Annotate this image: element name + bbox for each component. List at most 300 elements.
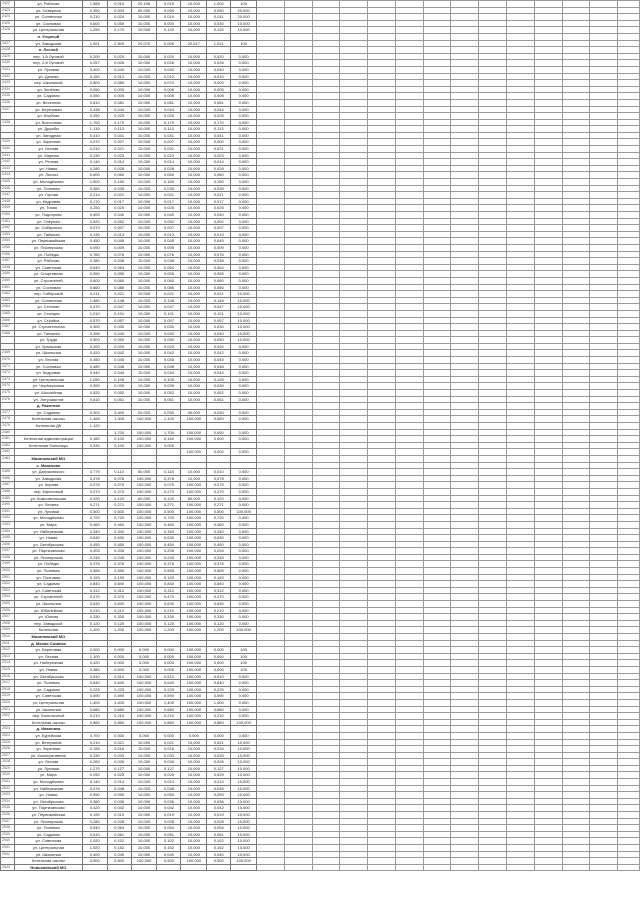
value-cell: 10,000 xyxy=(181,218,207,225)
empty-cell xyxy=(395,132,423,139)
value-cell: 0,211 xyxy=(82,291,107,298)
value-cell: 1,588 xyxy=(82,1,107,8)
empty-cell xyxy=(257,146,285,153)
empty-cell xyxy=(618,594,640,601)
empty-cell xyxy=(340,594,368,601)
empty-cell xyxy=(395,7,423,14)
empty-cell xyxy=(312,297,340,304)
row-name: пер. Сибирский xyxy=(14,291,82,298)
empty-cell xyxy=(479,706,507,713)
empty-cell xyxy=(368,159,396,166)
row-number: 2528 xyxy=(1,759,15,766)
value-cell: 0,048 xyxy=(157,363,181,370)
value-cell: 0,030 xyxy=(157,324,181,331)
value-cell: 10,000 xyxy=(181,66,207,73)
table-row xyxy=(1,845,640,852)
empty-cell xyxy=(479,831,507,838)
row-name: ул. Новая xyxy=(14,165,82,172)
value-cell: 100,000 xyxy=(131,680,157,687)
empty-cell xyxy=(506,620,534,627)
empty-cell xyxy=(395,732,423,739)
table-row xyxy=(1,502,640,509)
empty-cell xyxy=(618,726,640,733)
empty-cell xyxy=(451,317,479,324)
value-cell: 0,000 xyxy=(231,541,257,548)
empty-cell xyxy=(368,541,396,548)
row-number: 2505 xyxy=(1,601,15,608)
row-number: 2458 xyxy=(1,264,15,271)
empty-cell xyxy=(340,535,368,542)
table-row xyxy=(1,357,640,364)
empty-cell xyxy=(506,152,534,159)
value-cell: 10,000 xyxy=(131,258,157,265)
empty-cell xyxy=(479,785,507,792)
empty-cell xyxy=(340,732,368,739)
value-cell: 0,000 xyxy=(231,363,257,370)
empty-cell xyxy=(395,792,423,799)
value-cell: 10,000 xyxy=(131,80,157,87)
empty-cell xyxy=(368,739,396,746)
empty-cell xyxy=(506,73,534,80)
row-number: 2424 xyxy=(1,14,15,21)
empty-cell xyxy=(534,390,562,397)
value-cell: 100,000 xyxy=(131,442,157,449)
row-number: 2462 xyxy=(1,291,15,298)
row-number: 2508 xyxy=(1,620,15,627)
empty-cell xyxy=(562,686,590,693)
empty-cell xyxy=(590,772,618,779)
empty-cell xyxy=(479,693,507,700)
empty-cell xyxy=(368,653,396,660)
empty-cell xyxy=(257,449,285,456)
empty-cell xyxy=(284,297,312,304)
value-cell: 0,225 xyxy=(107,686,131,693)
empty-cell xyxy=(451,680,479,687)
value-cell: 10,000 xyxy=(181,53,207,60)
value-cell: 0,102 xyxy=(107,838,131,845)
empty-cell xyxy=(395,383,423,390)
value-cell: 0,480 xyxy=(82,363,107,370)
empty-cell xyxy=(284,159,312,166)
empty-cell xyxy=(312,607,340,614)
value-cell: 0,000 xyxy=(231,126,257,133)
empty-cell xyxy=(368,403,396,410)
empty-cell xyxy=(618,310,640,317)
row-name: ул. Советская xyxy=(14,693,82,700)
row-number: 2526 xyxy=(1,746,15,753)
empty-cell xyxy=(312,785,340,792)
empty-cell xyxy=(312,93,340,100)
empty-cell xyxy=(395,765,423,772)
empty-cell xyxy=(618,376,640,383)
empty-cell xyxy=(534,759,562,766)
value-cell: 0,340 xyxy=(107,528,131,535)
table-row xyxy=(1,53,640,60)
empty-cell xyxy=(368,759,396,766)
table-row xyxy=(1,739,640,746)
value-cell: 10,000 xyxy=(181,7,207,14)
empty-cell xyxy=(368,462,396,469)
empty-cell xyxy=(590,601,618,608)
table-row xyxy=(1,614,640,621)
empty-cell xyxy=(312,304,340,311)
row-name: ул. Шоссейная xyxy=(14,390,82,397)
empty-cell xyxy=(395,238,423,245)
empty-cell xyxy=(534,225,562,232)
value-cell: 50,000 xyxy=(131,7,157,14)
row-name: д. Малая Сазанка xyxy=(14,640,82,647)
value-cell xyxy=(157,449,181,456)
empty-cell xyxy=(395,680,423,687)
empty-cell xyxy=(590,60,618,67)
table-row xyxy=(1,317,640,324)
row-number: 2518 xyxy=(1,686,15,693)
empty-cell xyxy=(534,535,562,542)
empty-cell xyxy=(284,396,312,403)
empty-cell xyxy=(257,304,285,311)
row-number: 2496 xyxy=(1,541,15,548)
empty-cell xyxy=(534,33,562,40)
empty-cell xyxy=(451,192,479,199)
value-cell: 100,000 xyxy=(181,488,207,495)
empty-cell xyxy=(284,53,312,60)
value-cell: 10,000 xyxy=(131,779,157,786)
empty-cell xyxy=(340,113,368,120)
empty-cell xyxy=(395,139,423,146)
empty-cell xyxy=(257,587,285,594)
table-row xyxy=(1,587,640,594)
empty-cell xyxy=(368,198,396,205)
row-name: пер. Кирпичный xyxy=(14,488,82,495)
value-cell: 0,000 xyxy=(231,396,257,403)
value-cell: 10,000 xyxy=(181,297,207,304)
value-cell: 100,000 xyxy=(181,449,207,456)
empty-cell xyxy=(534,713,562,720)
empty-cell xyxy=(618,436,640,443)
value-cell xyxy=(107,449,131,456)
empty-cell xyxy=(257,152,285,159)
value-cell: 0,000 xyxy=(231,185,257,192)
empty-cell xyxy=(284,20,312,27)
value-cell: 0,312 xyxy=(82,587,107,594)
value-cell: 0,000 xyxy=(231,66,257,73)
empty-cell xyxy=(257,436,285,443)
empty-cell xyxy=(312,554,340,561)
empty-cell xyxy=(534,449,562,456)
empty-cell xyxy=(284,251,312,258)
empty-cell xyxy=(340,812,368,819)
value-cell: 0,061 xyxy=(107,831,131,838)
value-cell: 0,086 xyxy=(207,284,231,291)
row-name: д. Ивановка xyxy=(14,726,82,733)
value-cell: 0,060 xyxy=(207,172,231,179)
empty-cell xyxy=(451,146,479,153)
empty-cell xyxy=(506,139,534,146)
row-name: ул. Школьная xyxy=(14,350,82,357)
row-name: ул. Ветеранов xyxy=(14,739,82,746)
value-cell: 100,000 xyxy=(181,587,207,594)
empty-cell xyxy=(257,40,285,47)
row-name: ул. Горная xyxy=(14,192,82,199)
empty-cell xyxy=(590,495,618,502)
value-cell: 0,000 xyxy=(231,146,257,153)
value-cell: 0,101 xyxy=(107,310,131,317)
empty-cell xyxy=(340,152,368,159)
empty-cell xyxy=(312,324,340,331)
value-cell: 0,330 xyxy=(82,614,107,621)
empty-cell xyxy=(312,152,340,159)
empty-cell xyxy=(368,139,396,146)
empty-cell xyxy=(395,370,423,377)
row-name: ул. Рабочая xyxy=(14,258,82,265)
table-row xyxy=(1,528,640,535)
value-cell xyxy=(231,640,257,647)
empty-cell xyxy=(506,812,534,819)
empty-cell xyxy=(451,310,479,317)
value-cell: 0,050 xyxy=(207,7,231,14)
value-cell: 0,170 xyxy=(107,27,131,34)
empty-cell xyxy=(534,779,562,786)
empty-cell xyxy=(562,429,590,436)
value-cell: 0,127 xyxy=(157,765,181,772)
row-number: 2439 xyxy=(1,139,15,146)
value-cell: 0,028 xyxy=(107,818,131,825)
empty-cell xyxy=(590,86,618,93)
empty-cell xyxy=(368,113,396,120)
section-row xyxy=(1,403,640,410)
value-cell: 10,000 xyxy=(131,831,157,838)
value-cell: 0,000 xyxy=(131,666,157,673)
value-cell: 0,270 xyxy=(157,488,181,495)
value-cell: 10,000 xyxy=(181,396,207,403)
empty-cell xyxy=(284,640,312,647)
empty-cell xyxy=(312,541,340,548)
empty-cell xyxy=(312,726,340,733)
empty-cell xyxy=(618,73,640,80)
empty-cell xyxy=(257,93,285,100)
table-row xyxy=(1,752,640,759)
empty-cell xyxy=(284,337,312,344)
empty-cell xyxy=(312,515,340,522)
value-cell: 0,500 xyxy=(157,508,181,515)
row-name: ул. Подгорная xyxy=(14,212,82,219)
empty-cell xyxy=(451,14,479,21)
empty-cell xyxy=(451,264,479,271)
empty-cell xyxy=(340,495,368,502)
value-cell: 0,860 xyxy=(82,284,107,291)
value-cell: 10,000 xyxy=(131,324,157,331)
empty-cell xyxy=(618,706,640,713)
value-cell: 20,000 xyxy=(231,14,257,21)
empty-cell xyxy=(562,324,590,331)
empty-cell xyxy=(506,409,534,416)
empty-cell xyxy=(284,416,312,423)
empty-cell xyxy=(395,568,423,575)
table-row xyxy=(1,574,640,581)
empty-cell xyxy=(312,739,340,746)
empty-cell xyxy=(395,825,423,832)
value-cell: 0,250 xyxy=(82,772,107,779)
empty-cell xyxy=(590,429,618,436)
empty-cell xyxy=(562,746,590,753)
empty-cell xyxy=(479,759,507,766)
empty-cell xyxy=(590,469,618,476)
empty-cell xyxy=(257,264,285,271)
empty-cell xyxy=(590,403,618,410)
row-name: ул. Строителей xyxy=(14,594,82,601)
empty-cell xyxy=(562,739,590,746)
row-name: Котельная школы xyxy=(14,719,82,726)
empty-cell xyxy=(479,515,507,522)
empty-cell xyxy=(284,825,312,832)
section-row xyxy=(1,634,640,641)
value-cell: 0,540 xyxy=(82,825,107,832)
value-cell: 0,000 xyxy=(131,732,157,739)
empty-cell xyxy=(479,14,507,21)
empty-cell xyxy=(257,535,285,542)
empty-cell xyxy=(257,7,285,14)
value-cell: 10,000 xyxy=(181,139,207,146)
value-cell: 10,000 xyxy=(231,805,257,812)
empty-cell xyxy=(257,324,285,331)
value-cell: 100,000 xyxy=(131,699,157,706)
empty-cell xyxy=(534,304,562,311)
row-name: ул. Мирная xyxy=(14,152,82,159)
empty-cell xyxy=(395,284,423,291)
value-cell: 100,000 xyxy=(181,535,207,542)
empty-cell xyxy=(590,785,618,792)
value-cell: 0,630 xyxy=(107,601,131,608)
value-cell xyxy=(231,442,257,449)
empty-cell xyxy=(618,225,640,232)
row-number: 2443 xyxy=(1,165,15,172)
value-cell: 100,000 xyxy=(181,620,207,627)
empty-cell xyxy=(479,640,507,647)
empty-cell xyxy=(340,20,368,27)
empty-cell xyxy=(257,218,285,225)
empty-cell xyxy=(340,416,368,423)
value-cell: 0,044 xyxy=(107,106,131,113)
empty-cell xyxy=(368,561,396,568)
empty-cell xyxy=(618,798,640,805)
empty-cell xyxy=(395,271,423,278)
value-cell: 0,102 xyxy=(157,838,181,845)
empty-cell xyxy=(257,614,285,621)
empty-cell xyxy=(590,752,618,759)
empty-cell xyxy=(451,482,479,489)
empty-cell xyxy=(451,805,479,812)
empty-cell xyxy=(368,409,396,416)
value-cell: 10,000 xyxy=(181,231,207,238)
value-cell: 10,000 xyxy=(181,851,207,858)
value-cell: 100 xyxy=(231,40,257,47)
value-cell xyxy=(181,47,207,54)
empty-cell xyxy=(562,858,590,865)
empty-cell xyxy=(312,337,340,344)
empty-cell xyxy=(284,785,312,792)
empty-cell xyxy=(451,647,479,654)
empty-cell xyxy=(479,488,507,495)
table-row xyxy=(1,713,640,720)
empty-cell xyxy=(506,713,534,720)
value-cell: 10,000 xyxy=(131,752,157,759)
empty-cell xyxy=(368,370,396,377)
table-row xyxy=(1,277,640,284)
value-cell xyxy=(207,634,231,641)
value-cell: 10,000 xyxy=(181,357,207,364)
empty-cell xyxy=(451,93,479,100)
empty-cell xyxy=(284,581,312,588)
empty-cell xyxy=(395,218,423,225)
empty-cell xyxy=(534,785,562,792)
empty-cell xyxy=(340,455,368,462)
row-name: ул. Новая xyxy=(14,535,82,542)
empty-cell xyxy=(423,660,451,667)
value-cell: 10,000 xyxy=(181,785,207,792)
value-cell: 0,000 xyxy=(231,139,257,146)
value-cell: 0,052 xyxy=(207,390,231,397)
value-cell xyxy=(231,47,257,54)
empty-cell xyxy=(368,47,396,54)
value-cell: 0,020 xyxy=(207,343,231,350)
value-cell xyxy=(157,634,181,641)
empty-cell xyxy=(590,297,618,304)
empty-cell xyxy=(257,627,285,634)
value-cell: 10,000 xyxy=(131,14,157,21)
value-cell: 0,210 xyxy=(82,607,107,614)
row-number: 2445 xyxy=(1,179,15,186)
row-name: ул. Молодёжная xyxy=(14,779,82,786)
empty-cell xyxy=(534,376,562,383)
empty-cell xyxy=(368,535,396,542)
empty-cell xyxy=(451,713,479,720)
empty-cell xyxy=(284,614,312,621)
value-cell xyxy=(207,455,231,462)
empty-cell xyxy=(562,409,590,416)
empty-cell xyxy=(590,73,618,80)
empty-cell xyxy=(534,185,562,192)
empty-cell xyxy=(312,350,340,357)
empty-cell xyxy=(257,845,285,852)
value-cell: 10,000 xyxy=(131,812,157,819)
empty-cell xyxy=(395,864,423,871)
empty-cell xyxy=(340,297,368,304)
value-cell: 0,000 xyxy=(231,482,257,489)
empty-cell xyxy=(257,179,285,186)
row-number: 2535 xyxy=(1,805,15,812)
value-cell: 0,035 xyxy=(107,185,131,192)
empty-cell xyxy=(395,488,423,495)
table-row xyxy=(1,370,640,377)
empty-cell xyxy=(312,581,340,588)
table-row xyxy=(1,436,640,443)
empty-cell xyxy=(451,838,479,845)
empty-cell xyxy=(534,218,562,225)
empty-cell xyxy=(257,521,285,528)
value-cell xyxy=(107,864,131,871)
table-row xyxy=(1,66,640,73)
row-name: Котельная администрации xyxy=(14,436,82,443)
empty-cell xyxy=(562,469,590,476)
row-number: 2465 xyxy=(1,310,15,317)
value-cell: 0,245 xyxy=(207,554,231,561)
empty-cell xyxy=(479,396,507,403)
value-cell: 0,140 xyxy=(82,779,107,786)
empty-cell xyxy=(423,416,451,423)
empty-cell xyxy=(423,680,451,687)
value-cell: 0,450 xyxy=(157,541,181,548)
empty-cell xyxy=(506,86,534,93)
